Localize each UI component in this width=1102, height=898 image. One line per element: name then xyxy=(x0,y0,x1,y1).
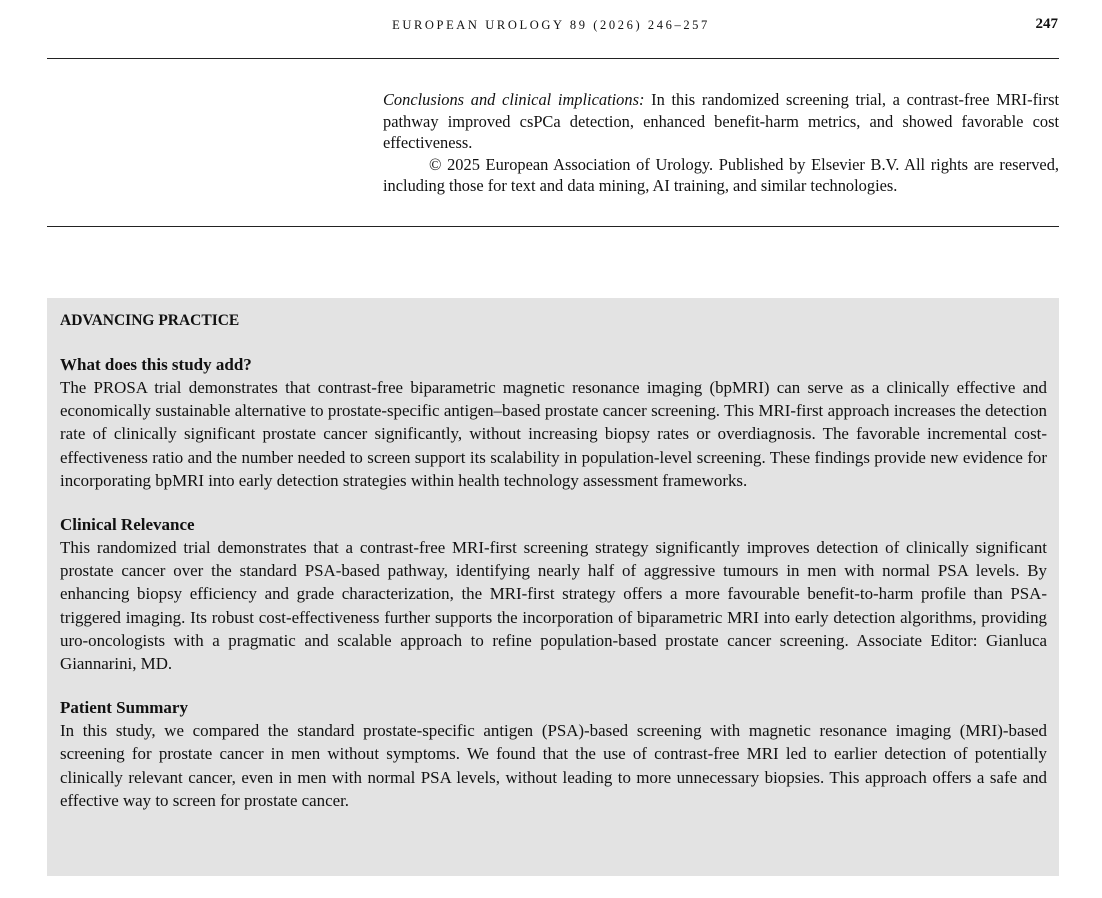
page-number: 247 xyxy=(1035,16,1058,32)
top-divider xyxy=(47,58,1059,59)
section-body-clinical-relevance: This randomized trial demonstrates that a contrast-free MRI-first screening strategy significantly improves detection of clinically significant prostate cancer over the standard PSA-based pathway, identifying nearly half of aggressive tumours in men with normal PSA levels. By enhancing biopsy efficiency and grade characterization, the MRI-first strategy offers a more favourable benefit-to-harm profile than PSA-triggered imaging. Its robust cost-effectiveness further supports the incorporation of biparametric MRI into early detection algorithms, providing uro-oncologists with a pragmatic and scalable approach to refine population-based prostate cancer screening. Associate Editor: Gianluca Giannarini, MD. xyxy=(60,538,1047,674)
bottom-divider xyxy=(47,226,1059,227)
section-body-study-add: The PROSA trial demonstrates that contrast-free biparametric magnetic resonance imaging (bpMRI) can serve as a clinically effective and economically sustainable alternative to prostate-specific antigen–based prostate cancer screening. This MRI-first approach increases the detection rate of clinically significant prostate cancer significantly, without increasing biopsy rates or overdiagnosis. The favorable incremental cost-effectiveness ratio and the number needed to screen support its scalability in population-level screening. These findings provide new evidence for incorporating bpMRI into early detection strategies within health technology assessment frameworks. xyxy=(60,378,1047,490)
section-body-patient-summary: In this study, we compared the standard prostate-specific antigen (PSA)-based screening with magnetic resonance imaging (MRI)-based screening for prostate cancer in men without symptoms. We found that the use of contrast-free MRI led to earlier detection of potentially clinically relevant cancer, even in men with normal PSA levels, without leading to more unnecessary biopsies. This approach offers a safe and effective way to screen for prostate cancer. xyxy=(60,721,1047,810)
conclusions-label: Conclusions and clinical implications: xyxy=(383,90,645,109)
section-heading-study-add: What does this study add? xyxy=(60,355,252,374)
journal-running-header: EUROPEAN UROLOGY 89 (2026) 246–257 xyxy=(392,18,710,32)
conclusions-block xyxy=(383,89,1059,197)
copyright-notice: © 2025 European Association of Urology. Published by Elsevier B.V. All rights are reserved, including those for text and data mining, AI training, and similar technologies. xyxy=(383,154,1059,196)
advancing-practice-box xyxy=(47,298,1059,876)
box-title: ADVANCING PRACTICE xyxy=(60,312,240,329)
conclusions-paragraph xyxy=(383,89,1059,154)
section-heading-patient-summary: Patient Summary xyxy=(60,698,188,718)
conclusions-text: In this randomized screening trial, a contrast-free MRI-first pathway improved csPCa detection, enhanced benefit-harm metrics, and showed favorable cost effectiveness. xyxy=(383,90,1059,153)
section-heading-clinical-relevance: Clinical Relevance xyxy=(60,515,195,535)
